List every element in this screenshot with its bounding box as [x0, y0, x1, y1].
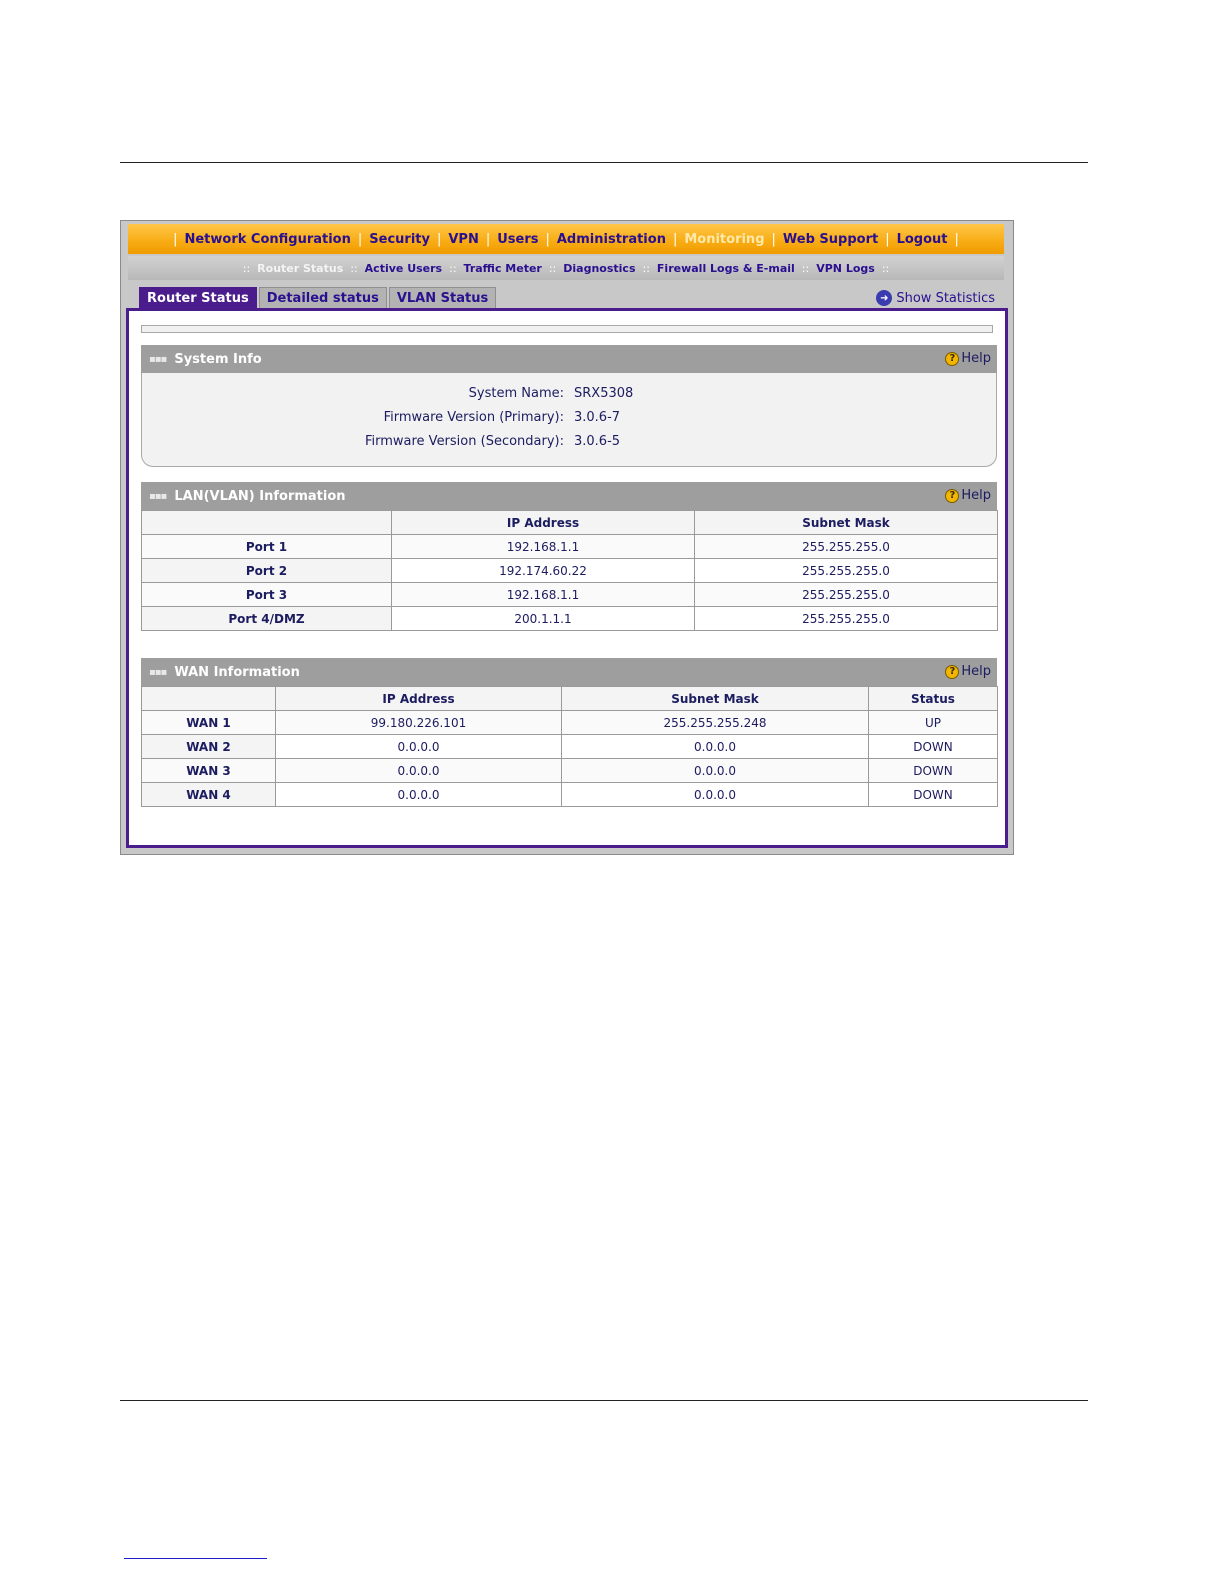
nav-network-configuration[interactable]: Network Configuration [184, 231, 351, 247]
ip-cell: 0.0.0.0 [276, 759, 562, 783]
subnav-diagnostics[interactable]: Diagnostics [563, 261, 636, 275]
tab-vlan-status[interactable]: VLAN Status [389, 287, 496, 309]
progress-bar [141, 325, 993, 333]
table-row [142, 711, 998, 735]
mask-cell: 255.255.255.0 [695, 535, 998, 559]
table-row [142, 583, 998, 607]
header-subnet-mask: Subnet Mask [562, 687, 869, 711]
help-label: Help [961, 488, 991, 503]
status-cell: UP [869, 711, 998, 735]
top-rule [120, 162, 1088, 163]
help-icon: ? [945, 352, 959, 366]
header-ip-address: IP Address [276, 687, 562, 711]
tab-router-status[interactable]: Router Status [139, 287, 257, 309]
router-admin-window [120, 220, 1014, 855]
status-cell: DOWN [869, 735, 998, 759]
header-status: Status [869, 687, 998, 711]
firmware-secondary-label: Firmware Version (Secondary): [364, 434, 564, 449]
table-row [142, 759, 998, 783]
ip-cell: 0.0.0.0 [276, 735, 562, 759]
mask-cell: 255.255.255.0 [695, 583, 998, 607]
system-info-body [141, 373, 997, 467]
help-icon: ? [945, 489, 959, 503]
system-info-title: System Info [174, 351, 262, 367]
help-link[interactable] [945, 351, 991, 366]
table-row [142, 735, 998, 759]
table-header-row [142, 511, 998, 535]
firmware-primary-row [142, 410, 998, 430]
mask-cell: 0.0.0.0 [562, 735, 869, 759]
ip-cell: 192.168.1.1 [392, 583, 695, 607]
nav-administration[interactable]: Administration [556, 231, 666, 247]
help-link[interactable] [945, 664, 991, 679]
system-info-header [141, 345, 997, 373]
wan-label: WAN 2 [142, 735, 276, 759]
port-label: Port 2 [142, 559, 392, 583]
lan-info-title: LAN(VLAN) Information [174, 488, 346, 504]
header-ip-address: IP Address [392, 511, 695, 535]
wan-info-title: WAN Information [174, 664, 300, 680]
lan-info-section [141, 482, 997, 631]
sub-nav: :: Router Status :: Active Users :: Traffic Meter :: Diagnostics :: Firewall Logs & E-mail :: VPN Logs :: [128, 256, 1004, 280]
system-name-label: System Name: [468, 386, 564, 401]
table-row [142, 535, 998, 559]
firmware-primary-label: Firmware Version (Primary): [383, 410, 564, 425]
tab-detailed-status[interactable]: Detailed status [259, 287, 387, 309]
show-statistics-link[interactable] [876, 288, 995, 308]
subnav-firewall-logs[interactable]: Firewall Logs & E-mail [656, 261, 795, 275]
system-name-value: SRX5308 [574, 386, 634, 401]
wan-info-section [141, 658, 997, 807]
help-label: Help [961, 351, 991, 366]
ip-cell: 200.1.1.1 [392, 607, 695, 631]
nav-web-support[interactable]: Web Support [782, 231, 879, 247]
mask-cell: 0.0.0.0 [562, 759, 869, 783]
main-nav: | Network Configuration | Security | VPN | Users | Administration | Monitoring | Web Support | Logout | [128, 224, 1004, 254]
subnav-traffic-meter[interactable]: Traffic Meter [463, 261, 542, 275]
help-icon: ? [945, 665, 959, 679]
table-row [142, 559, 998, 583]
wan-label: WAN 3 [142, 759, 276, 783]
mask-cell: 255.255.255.0 [695, 559, 998, 583]
help-link[interactable] [945, 488, 991, 503]
firmware-secondary-row [142, 434, 998, 454]
subnav-vpn-logs[interactable]: VPN Logs [816, 261, 875, 275]
port-label: Port 3 [142, 583, 392, 607]
nav-logout[interactable]: Logout [896, 231, 948, 247]
nav-security[interactable]: Security [369, 231, 430, 247]
table-row [142, 607, 998, 631]
table-row [142, 783, 998, 807]
grip-icon: ▪▪▪ [149, 490, 167, 502]
grip-icon: ▪▪▪ [149, 666, 167, 678]
tab-bar [139, 287, 496, 309]
table-header-row [142, 687, 998, 711]
wan-info-header [141, 658, 997, 686]
arrow-right-circle-icon: ➜ [876, 290, 892, 306]
bottom-rule [120, 1400, 1088, 1401]
wan-label: WAN 1 [142, 711, 276, 735]
mask-cell: 0.0.0.0 [562, 783, 869, 807]
firmware-primary-value: 3.0.6-7 [574, 410, 621, 425]
content-panel [126, 308, 1008, 848]
nav-vpn[interactable]: VPN [448, 231, 479, 247]
wan-label: WAN 4 [142, 783, 276, 807]
subnav-active-users[interactable]: Active Users [364, 261, 443, 275]
wan-table [141, 686, 998, 807]
ip-cell: 0.0.0.0 [276, 783, 562, 807]
header-subnet-mask: Subnet Mask [695, 511, 998, 535]
lan-table [141, 510, 998, 631]
status-cell: DOWN [869, 759, 998, 783]
header-blank [142, 687, 276, 711]
lan-info-header [141, 482, 997, 510]
mask-cell: 255.255.255.248 [562, 711, 869, 735]
ip-cell: 192.174.60.22 [392, 559, 695, 583]
show-statistics-label: Show Statistics [896, 290, 995, 306]
subnav-router-status[interactable]: Router Status [257, 261, 344, 275]
ip-cell: 192.168.1.1 [392, 535, 695, 559]
status-cell: DOWN [869, 783, 998, 807]
help-label: Help [961, 664, 991, 679]
system-name-row [142, 386, 998, 406]
nav-users[interactable]: Users [497, 231, 539, 247]
port-label: Port 1 [142, 535, 392, 559]
system-info-section [141, 345, 997, 467]
grip-icon: ▪▪▪ [149, 353, 167, 365]
header-blank [142, 511, 392, 535]
ip-cell: 99.180.226.101 [276, 711, 562, 735]
footer-link-underline[interactable] [124, 1558, 267, 1559]
mask-cell: 255.255.255.0 [695, 607, 998, 631]
port-label: Port 4/DMZ [142, 607, 392, 631]
nav-monitoring[interactable]: Monitoring [684, 231, 765, 247]
firmware-secondary-value: 3.0.6-5 [574, 434, 621, 449]
